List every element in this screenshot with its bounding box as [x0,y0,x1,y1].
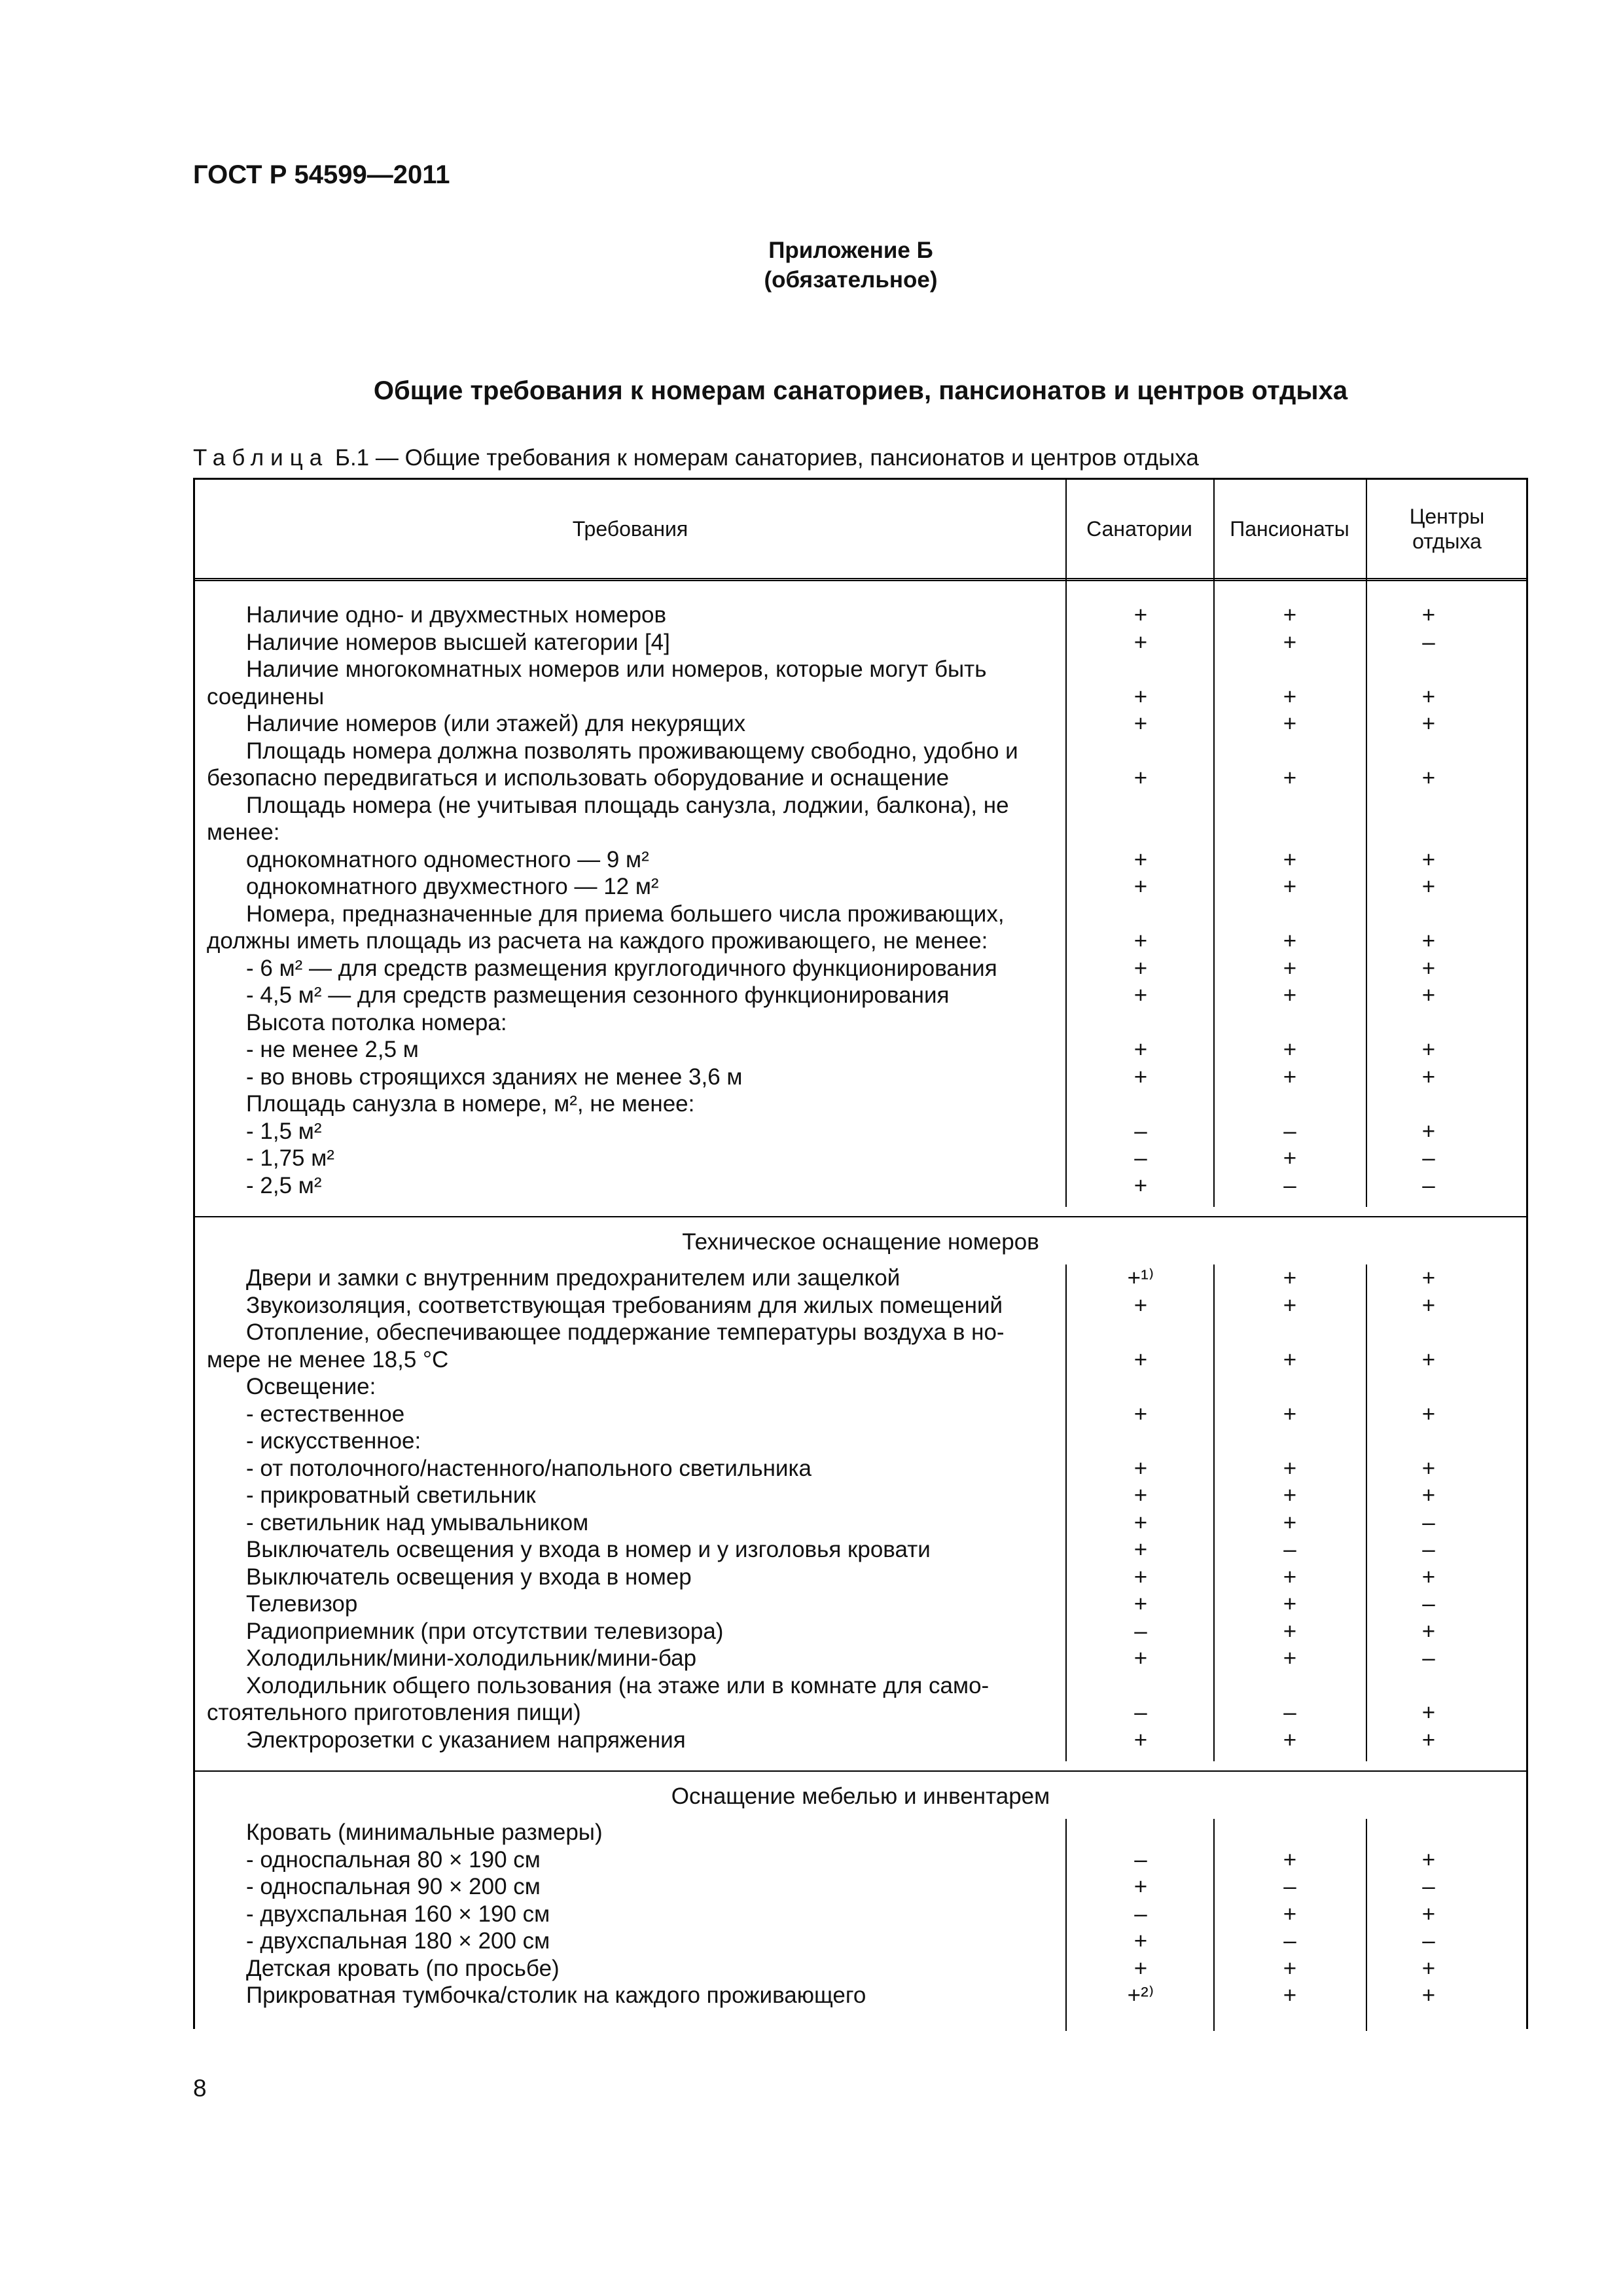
mark-recreation-centers: – [1422,1928,1435,1954]
requirement-text: - 1,5 м² [246,1118,322,1144]
column-divider [1366,1265,1367,1761]
mark-sanatoriums: + [1133,1591,1148,1617]
mark-boarding-houses: + [1283,1346,1297,1372]
page-heading: Общие требования к номерам санаториев, пансионатов и центров отдыха [373,376,1348,405]
requirement-text: стоятельного приготовления пищи) [207,1700,581,1725]
mark-recreation-centers: – [1422,1591,1435,1617]
mark-sanatoriums: – [1134,1846,1147,1873]
mark-sanatoriums: +²⁾ [1127,1982,1154,2008]
column-divider [1065,1265,1067,1761]
table-caption-text: Б.1 — Общие требования к номерам санаториев, пансионатов и центров отдыха [334,445,1199,471]
column-divider [1065,480,1067,578]
mark-recreation-centers: + [1421,1901,1436,1927]
requirement-text: Номера, предназначенные для приема большего числа проживающих, [246,901,1005,927]
requirement-text: Наличие одно- и двухместных номеров [246,602,667,628]
mark-sanatoriums: + [1133,1564,1148,1590]
requirement-text: - от потолочного/настенного/напольного светильника [246,1455,812,1481]
section-rows [195,1265,1526,1753]
mark-sanatoriums: + [1133,1928,1148,1954]
section-rows [195,1819,1526,2009]
mark-boarding-houses: + [1283,1982,1297,2008]
mark-boarding-houses: + [1283,1955,1297,1981]
table-header-row [195,480,1526,578]
requirement-text: Площадь санузла в номере, м², не менее: [246,1091,695,1117]
requirement-text: - 1,75 м² [246,1145,334,1171]
mark-sanatoriums: + [1133,1037,1148,1062]
column-divider [1065,1819,1067,2031]
mark-recreation-centers: + [1421,1955,1436,1981]
requirement-text: - 2,5 м² [246,1172,322,1198]
mark-sanatoriums: + [1133,1346,1148,1372]
header-boarding-houses: Пансионаты [1230,517,1349,541]
mark-sanatoriums: + [1133,1455,1148,1481]
column-divider [1065,578,1067,1207]
header-recreation-centers-line2: отдыха [1412,529,1482,553]
column-divider [1213,1265,1215,1761]
mark-sanatoriums: + [1133,1509,1148,1535]
mark-recreation-centers: – [1422,1645,1435,1671]
mark-recreation-centers: + [1421,982,1436,1008]
mark-boarding-houses: + [1283,874,1297,899]
mark-sanatoriums: + [1133,955,1148,981]
mark-boarding-houses: + [1283,1564,1297,1590]
table-row [195,1064,1526,1091]
requirement-text: - односпальная 90 × 200 см [246,1874,541,1899]
mark-recreation-centers: + [1421,1455,1436,1481]
mark-sanatoriums: + [1133,1172,1148,1198]
table-row [195,656,1526,683]
mark-recreation-centers: – [1422,1145,1435,1171]
table-row [195,1672,1526,1700]
mark-boarding-houses: + [1283,602,1297,628]
table-row [195,1727,1526,1754]
section-divider [195,1216,1526,1217]
requirement-text: Электророзетки с указанием напряжения [246,1727,686,1753]
mark-recreation-centers: + [1421,874,1436,899]
requirement-text: Выключатель освещения у входа в номер и у изголовья кровати [246,1537,931,1562]
column-divider [1366,480,1367,578]
annex-status: (обязательное) [764,267,938,293]
table-row [195,710,1526,738]
requirement-text: Выключатель освещения у входа в номер [246,1564,692,1590]
mark-recreation-centers: + [1421,765,1436,791]
table-row [195,1009,1526,1037]
mark-boarding-houses: + [1283,928,1297,954]
requirement-text: мере не менее 18,5 °С [207,1346,449,1372]
mark-sanatoriums: – [1134,1618,1147,1644]
requirement-text: - двухспальная 160 × 190 см [246,1901,550,1927]
mark-sanatoriums: + [1133,1401,1148,1427]
requirement-text: однокомнатного двухместного — 12 м² [246,874,659,899]
mark-sanatoriums: – [1134,1145,1147,1171]
table-row [195,1118,1526,1145]
table-row [195,1645,1526,1672]
mark-sanatoriums: – [1134,1118,1147,1144]
table-caption-label: Таблица [193,445,329,471]
standard-number: ГОСТ Р 54599—2011 [193,160,450,189]
mark-boarding-houses: + [1283,1265,1297,1291]
mark-sanatoriums: + [1133,765,1148,791]
table-row [195,683,1526,711]
header-recreation-centers-line1: Центры [1409,505,1485,528]
requirement-text: Освещение: [246,1374,376,1399]
mark-sanatoriums: + [1133,1292,1148,1318]
table-row [195,873,1526,901]
mark-sanatoriums: + [1133,982,1148,1008]
mark-recreation-centers: + [1421,1482,1436,1508]
mark-boarding-houses: + [1283,1455,1297,1481]
mark-recreation-centers: + [1421,846,1436,872]
table-row [195,1373,1526,1401]
table-caption [193,445,1199,471]
mark-recreation-centers: + [1421,1700,1436,1725]
mark-recreation-centers: + [1421,1846,1436,1873]
mark-boarding-houses: + [1283,1846,1297,1873]
requirement-text: - двухспальная 180 × 200 см [246,1928,550,1954]
table-row [195,1564,1526,1591]
mark-boarding-houses: + [1283,1509,1297,1535]
mark-boarding-houses: + [1283,1901,1297,1927]
table-row [195,1145,1526,1172]
mark-recreation-centers: – [1422,1509,1435,1535]
requirements-table [193,478,1528,2029]
mark-boarding-houses: + [1283,982,1297,1008]
table-row [195,955,1526,982]
mark-boarding-houses: + [1283,1727,1297,1753]
column-divider [1213,1819,1215,2031]
column-divider [1366,578,1367,1207]
section-title: Техническое оснащение номеров [682,1229,1039,1255]
mark-sanatoriums: + [1133,1955,1148,1981]
table-row [195,1265,1526,1292]
mark-sanatoriums: + [1133,846,1148,872]
requirement-text: Наличие многокомнатных номеров или номеров, которые могут быть [246,656,987,682]
mark-boarding-houses: + [1283,846,1297,872]
table-row [195,901,1526,928]
table-row [195,1090,1526,1118]
table-row [195,1455,1526,1482]
table-row [195,1901,1526,1928]
mark-sanatoriums: + [1133,874,1148,899]
mark-recreation-centers: + [1421,1292,1436,1318]
mark-recreation-centers: + [1421,1265,1436,1291]
table-row [195,1928,1526,1955]
header-divider [195,578,1526,581]
mark-boarding-houses: – [1283,1700,1296,1725]
requirement-text: Холодильник общего пользования (на этаже или в комнате для само- [246,1672,990,1698]
mark-boarding-houses: + [1283,1591,1297,1617]
mark-sanatoriums: + [1133,629,1148,655]
requirement-text: Радиоприемник (при отсутствии телевизора) [246,1618,724,1644]
mark-boarding-houses: – [1283,1537,1296,1562]
table-row [195,1590,1526,1618]
mark-sanatoriums: + [1133,1482,1148,1508]
table-row [195,1427,1526,1455]
mark-recreation-centers: + [1421,1727,1436,1753]
table-row [195,927,1526,955]
mark-boarding-houses: + [1283,629,1297,655]
mark-sanatoriums: – [1134,1901,1147,1927]
requirement-text: соединены [207,683,325,709]
mark-recreation-centers: + [1421,928,1436,954]
mark-recreation-centers: + [1421,683,1436,709]
mark-sanatoriums: + [1133,928,1148,954]
table-row [195,1482,1526,1509]
mark-boarding-houses: + [1283,765,1297,791]
table-row [195,629,1526,656]
table-row [195,1292,1526,1319]
mark-recreation-centers: + [1421,1618,1436,1644]
table-row [195,764,1526,792]
requirement-text: однокомнатного одноместного — 9 м² [246,846,649,872]
mark-boarding-houses: + [1283,1618,1297,1644]
mark-boarding-houses: + [1283,1292,1297,1318]
table-row [195,1819,1526,1846]
table-row [195,601,1526,629]
header-requirements: Требования [572,517,688,541]
mark-recreation-centers: + [1421,602,1436,628]
requirement-text: безопасно передвигаться и использовать оборудование и оснащение [207,765,950,791]
mark-boarding-houses: – [1283,1874,1296,1899]
mark-boarding-houses: + [1283,1064,1297,1090]
header-recreation-centers [1366,480,1528,578]
table-row [195,1699,1526,1727]
mark-recreation-centers: + [1421,1982,1436,2008]
table-row [195,1036,1526,1064]
mark-boarding-houses: + [1283,1645,1297,1671]
mark-boarding-houses: + [1283,711,1297,736]
mark-boarding-houses: – [1283,1172,1296,1198]
section-divider [195,1770,1526,1772]
requirement-text: - 6 м² — для средств размещения круглогодичного функционирования [246,955,997,981]
mark-recreation-centers: + [1421,1346,1436,1372]
requirement-text: Площадь номера должна позволять проживающему свободно, удобно и [246,738,1018,764]
mark-recreation-centers: – [1422,629,1435,655]
table-row [195,846,1526,874]
requirement-text: - не менее 2,5 м [246,1037,419,1062]
mark-recreation-centers: + [1421,1064,1436,1090]
table-row [195,1319,1526,1346]
requirement-text: Отопление, обеспечивающее поддержание температуры воздуха в но- [246,1319,1005,1345]
requirement-text: Высота потолка номера: [246,1009,507,1035]
table-row [195,738,1526,765]
requirement-text: Наличие номеров высшей категории [4] [246,629,670,655]
table-row [195,1401,1526,1428]
annex-title: Приложение Б [768,238,933,263]
requirement-text: - светильник над умывальником [246,1509,589,1535]
mark-sanatoriums: +¹⁾ [1127,1265,1154,1291]
requirement-text: Холодильник/мини-холодильник/мини-бар [246,1645,697,1671]
mark-recreation-centers: + [1421,1564,1436,1590]
requirement-text: Звукоизоляция, соответствующая требованиям для жилых помещений [246,1292,1003,1318]
mark-recreation-centers: + [1421,1037,1436,1062]
requirement-text: менее: [207,819,280,845]
annex-block [654,236,1047,295]
mark-sanatoriums: + [1133,1874,1148,1899]
requirement-text: Двери и замки с внутренним предохранителем или защелкой [246,1265,901,1291]
mark-boarding-houses: + [1283,955,1297,981]
column-divider [1213,480,1215,578]
mark-recreation-centers: + [1421,1118,1436,1144]
header-sanatoriums: Санатории [1086,517,1192,541]
mark-recreation-centers: – [1422,1172,1435,1198]
requirement-text: Кровать (минимальные размеры) [246,1820,603,1845]
table-row [195,1846,1526,1874]
table-row [195,1618,1526,1645]
mark-recreation-centers: + [1421,1401,1436,1427]
requirement-text: - искусственное: [246,1428,421,1454]
requirement-text: Площадь номера (не учитывая площадь санузла, лоджии, балкона), не [246,792,1009,818]
mark-recreation-centers: – [1422,1537,1435,1562]
mark-boarding-houses: – [1283,1118,1296,1144]
table-row [195,1509,1526,1537]
mark-sanatoriums: – [1134,1700,1147,1725]
mark-boarding-houses: + [1283,1145,1297,1171]
mark-boarding-houses: – [1283,1928,1296,1954]
requirement-text: Наличие номеров (или этажей) для некурящих [246,711,746,736]
mark-boarding-houses: + [1283,1037,1297,1062]
mark-sanatoriums: + [1133,1064,1148,1090]
table-row [195,982,1526,1009]
requirement-text: Детская кровать (по просьбе) [246,1955,560,1981]
mark-recreation-centers: + [1421,711,1436,736]
mark-sanatoriums: + [1133,711,1148,736]
mark-boarding-houses: + [1283,1482,1297,1508]
column-divider [1366,1819,1367,2031]
table-row [195,1346,1526,1374]
requirement-text: - прикроватный светильник [246,1482,536,1508]
mark-sanatoriums: + [1133,1645,1148,1671]
table-row [195,819,1526,846]
requirement-text: должны иметь площадь из расчета на каждого проживающего, не менее: [207,928,988,954]
table-row [195,1955,1526,1982]
requirement-text: - во вновь строящихся зданиях не менее 3,6 м [246,1064,743,1090]
requirement-text: - естественное [246,1401,405,1427]
section-rows [195,601,1526,1199]
requirement-text: - 4,5 м² — для средств размещения сезонного функционирования [246,982,950,1008]
requirement-text: Телевизор [246,1591,358,1617]
mark-sanatoriums: + [1133,1537,1148,1562]
table-row [195,1172,1526,1200]
table-row [195,1873,1526,1901]
page-number: 8 [193,2075,207,2102]
table-row [195,1536,1526,1564]
section-title: Оснащение мебелью и инвентарем [671,1784,1050,1809]
mark-boarding-houses: + [1283,1401,1297,1427]
mark-sanatoriums: + [1133,683,1148,709]
mark-sanatoriums: + [1133,1727,1148,1753]
table-row [195,792,1526,819]
mark-sanatoriums: + [1133,602,1148,628]
requirement-text: Прикроватная тумбочка/столик на каждого проживающего [246,1982,866,2008]
table-row [195,1982,1526,2009]
column-divider [1213,578,1215,1207]
mark-recreation-centers: + [1421,955,1436,981]
mark-boarding-houses: + [1283,683,1297,709]
mark-recreation-centers: – [1422,1874,1435,1899]
requirement-text: - односпальная 80 × 190 см [246,1846,541,1873]
